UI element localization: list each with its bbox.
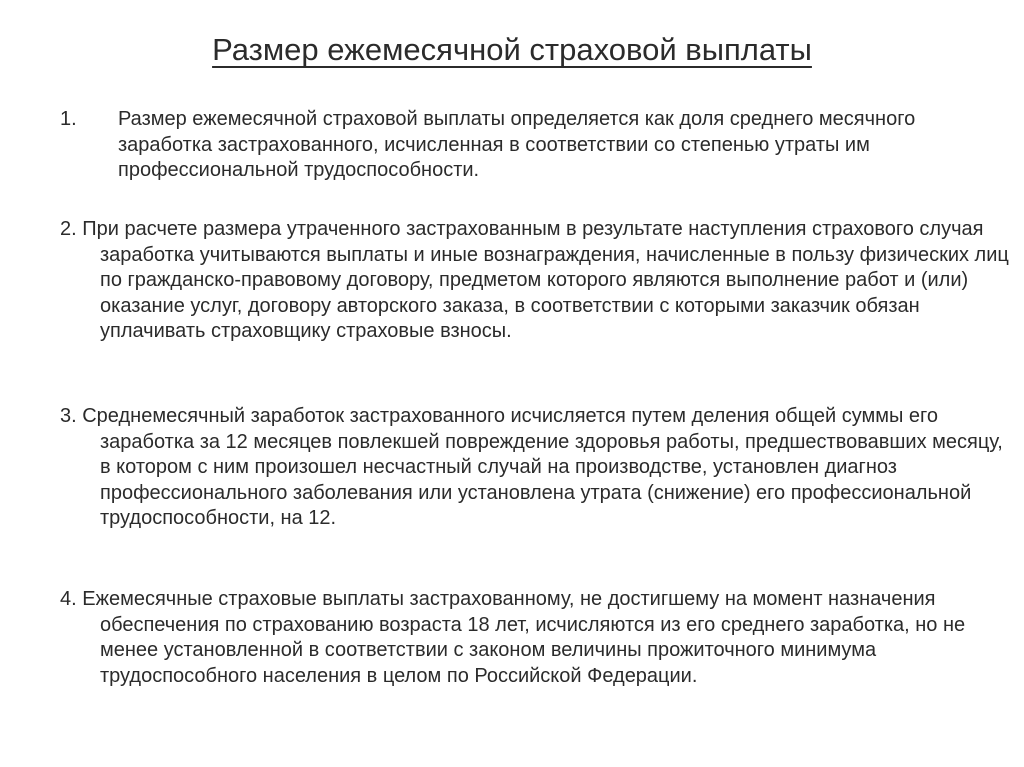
paragraph-1-text: Размер ежемесячной страховой выплаты определяется как доля среднего месячного заработка застрахованного, исчисленная в соответствии со степенью утраты им профессиональной трудоспособности. — [118, 108, 916, 181]
paragraph-4: 4. Ежемесячные страховые выплаты застрахованному, не достигшему на момент назначения обеспечения по страхованию возраста 18 лет, исчисляются из его среднего заработка, но не менее установленной в соответствии с законом величины прожиточного минимума трудоспособного населения в целом по Российской Федерации. — [60, 588, 966, 687]
paragraph-1 — [60, 107, 970, 184]
paragraph-3: 3. Среднемесячный заработок застрахованного исчисляется путем деления общей суммы его заработка за 12 месяцев повлекшей повреждение здоровья работы, предшествовавших месяцу, в котором с ним произошел несчастный случай на производстве, установлен диагноз профессионального заболевания или установлена утрата (снижение) его профессиональной трудоспособности, на 12. — [60, 405, 1003, 529]
paragraph-1-number: 1. — [60, 108, 77, 130]
paragraph-2: 2. При расчете размера утраченного застрахованным в результате наступления страхового случая заработка учитываются выплаты и иные вознаграждения, начисленные в пользу физических лиц по гражданско-правовому договору, предметом которого являются выполнение работ и (или) оказание услуг, договору авторского заказа, в соответствии с которыми заказчик обязан уплачивать страховщику страховые взносы. — [60, 218, 1009, 342]
page-title: Размер ежемесячной страховой выплаты — [212, 32, 812, 67]
